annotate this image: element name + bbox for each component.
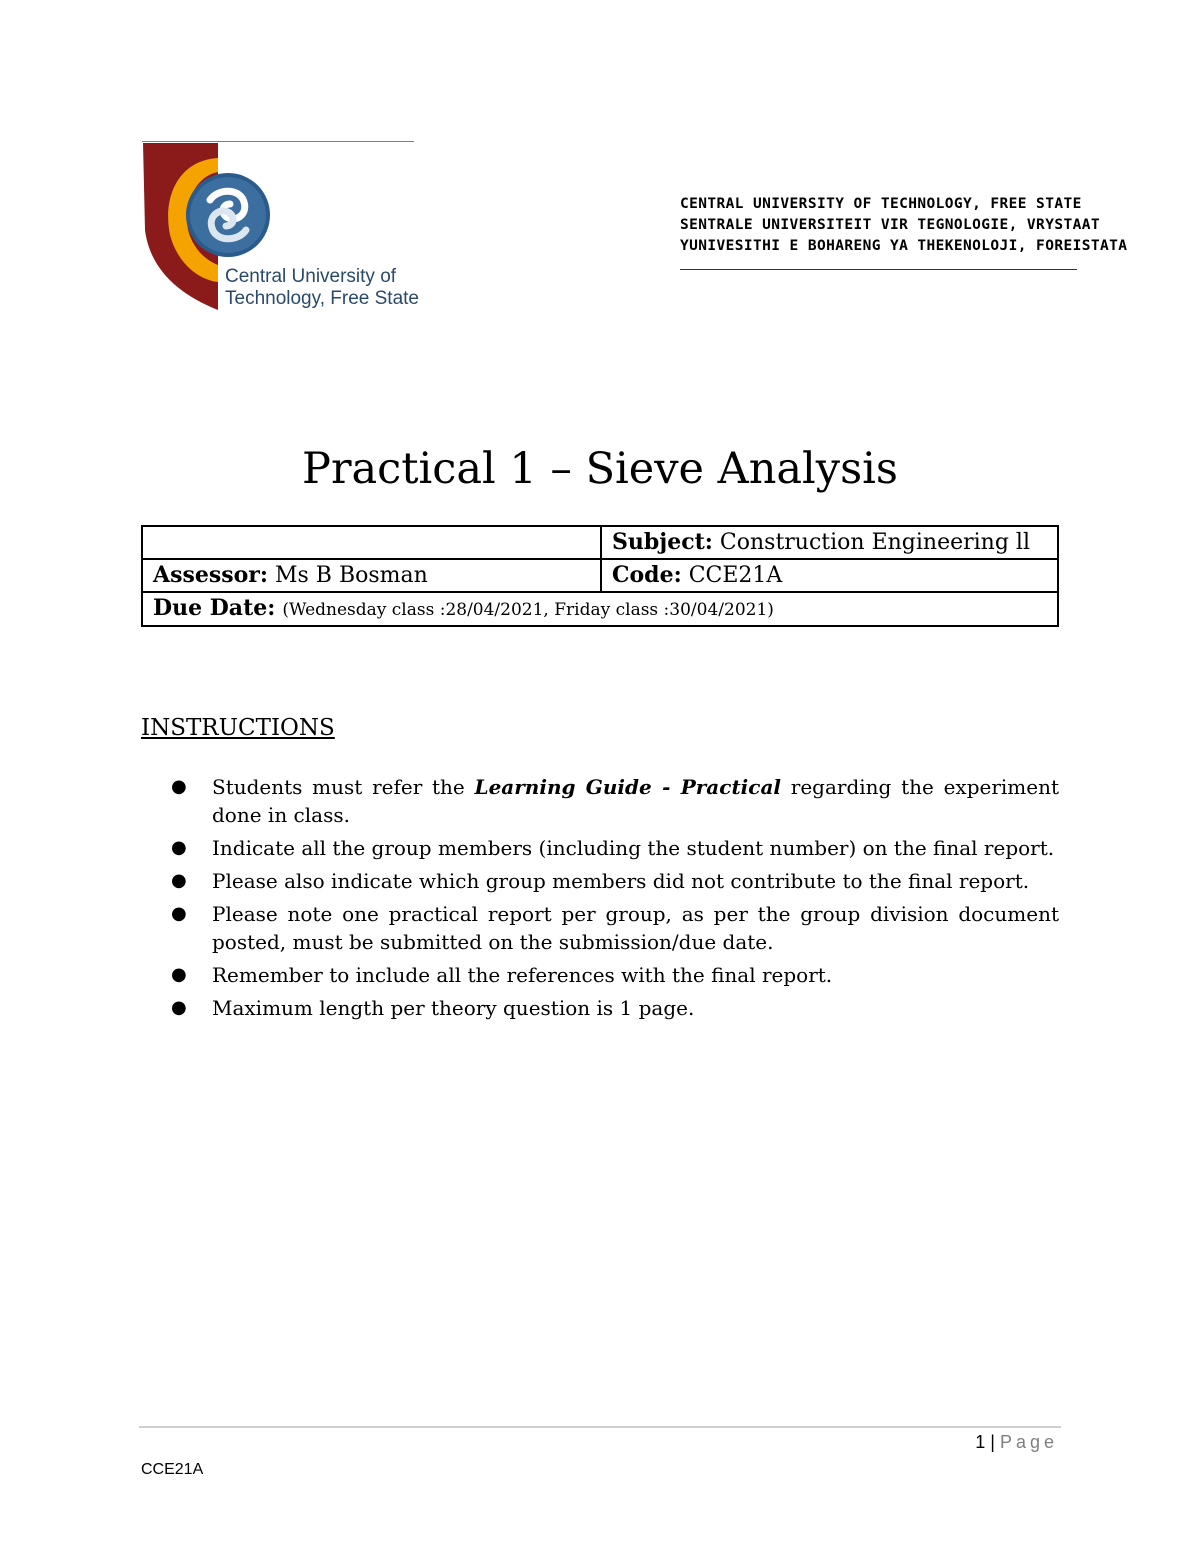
instruction-text: Maximum length per theory question is 1 page. bbox=[212, 996, 695, 1020]
info-table bbox=[141, 525, 1059, 627]
instructions-list bbox=[171, 773, 1059, 1027]
bullet-icon: ● bbox=[171, 837, 187, 858]
due-date-value: (Wednesday class :28/04/2021, Friday class :30/04/2021) bbox=[282, 600, 774, 620]
footer-rule bbox=[139, 1426, 1061, 1428]
university-name-sesotho: YUNIVESITHI E BOHARENG YA THEKENOLOJI, FOREISTATA bbox=[680, 238, 1128, 254]
table-row bbox=[142, 559, 1058, 592]
empty-cell bbox=[142, 526, 601, 559]
university-name-english: CENTRAL UNIVERSITY OF TECHNOLOGY, FREE STATE bbox=[680, 196, 1082, 212]
due-date-cell bbox=[142, 592, 1058, 626]
table-row bbox=[142, 526, 1058, 559]
bullet-icon: ● bbox=[171, 903, 187, 924]
instructions-heading: INSTRUCTIONS bbox=[141, 715, 335, 741]
footer-code: CCE21A bbox=[141, 1461, 204, 1478]
assessor-cell bbox=[142, 559, 601, 592]
page-word: Page bbox=[999, 1432, 1058, 1452]
header-rule bbox=[680, 269, 1077, 270]
logo-text-line2: Technology, Free State bbox=[225, 288, 419, 309]
table-row bbox=[142, 592, 1058, 626]
list-item bbox=[171, 867, 1059, 895]
instruction-text: regarding the experiment done in class. bbox=[212, 775, 1060, 827]
page-separator: | bbox=[990, 1432, 995, 1452]
code-label: Code: bbox=[612, 562, 682, 588]
instruction-text: Please also indicate which group members did not contribute to the final report. bbox=[212, 869, 1030, 893]
logo-text-line1: Central University of bbox=[225, 266, 397, 287]
bullet-icon: ● bbox=[171, 997, 187, 1018]
code-cell bbox=[601, 559, 1058, 592]
due-date-label: Due Date: bbox=[153, 595, 276, 621]
university-name-afrikaans: SENTRALE UNIVERSITEIT VIR TEGNOLOGIE, VRYSTAAT bbox=[680, 217, 1100, 233]
instruction-text: Remember to include all the references with the final report. bbox=[212, 963, 833, 987]
code-value: CCE21A bbox=[688, 563, 783, 588]
page-number bbox=[900, 1432, 1058, 1453]
instruction-text: Students must refer the bbox=[212, 775, 475, 799]
page-number-value: 1 bbox=[975, 1432, 986, 1452]
learning-guide-reference: Learning Guide - Practical bbox=[474, 775, 782, 799]
list-item bbox=[171, 994, 1059, 1022]
list-item bbox=[171, 773, 1059, 829]
page-title: Practical 1 – Sieve Analysis bbox=[302, 444, 898, 494]
instruction-text: Indicate all the group members (including the student number) on the final report. bbox=[212, 836, 1055, 860]
list-item bbox=[171, 834, 1059, 862]
subject-label: Subject: bbox=[612, 529, 713, 555]
assessor-value: Ms B Bosman bbox=[275, 563, 428, 588]
assessor-label: Assessor: bbox=[153, 562, 268, 588]
list-item bbox=[171, 961, 1059, 989]
subject-cell bbox=[601, 526, 1058, 559]
bullet-icon: ● bbox=[171, 964, 187, 985]
list-item bbox=[171, 900, 1059, 956]
instruction-text: Please note one practical report per group, as per the group division document posted, must be submitted on the submission/due date. bbox=[212, 902, 1059, 954]
bullet-icon: ● bbox=[171, 776, 187, 797]
subject-value: Construction Engineering ll bbox=[719, 530, 1031, 555]
bullet-icon: ● bbox=[171, 870, 187, 891]
